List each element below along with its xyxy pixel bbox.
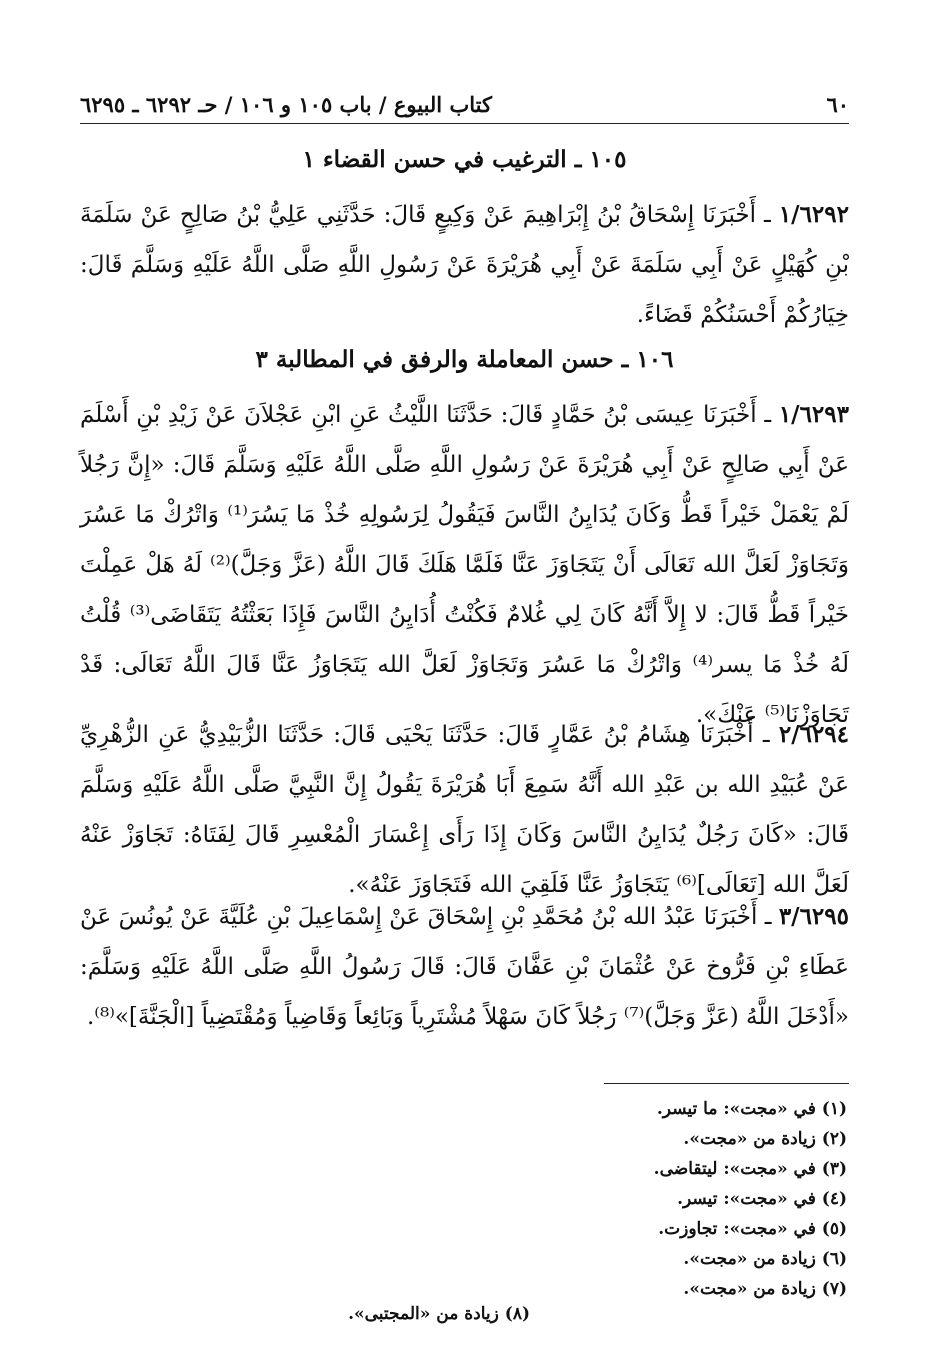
- chapter-heading-105: ١٠٥ ـ الترغيب في حسن القضاء ١: [302, 146, 627, 173]
- hadith-text: ـ أَخْبَرَنَا هِشَامُ بْنُ عَمَّارٍ قَالَ: حَدَّثَنَا يَحْيَى قَالَ: حَدَّثَنَا الزُّبَيْدِيُّ عَنِ الزُّهْرِيِّ عَنْ عُبَيْدِ الله بن عَبْدِ الله أَنَّهُ سَمِعَ أَبَا هُرَيْرَةَ يَقُولُ إِنَّ النَّبِيَّ صَلَّى اللَّهُ عَلَيْهِ وَسَلَّمَ قَالَ: «كَانَ رَجُلٌ يُدَايِنُ النَّاسَ وَكَانَ إِذَا رَأَى إِعْسَارَ الْمُعْسِرِ قَالَ لِفَتَاهُ: تَجَاوَزْ عَنْهُ لَعَلَّ الله [تَعَالَى]⁽⁶⁾ يَتَجَاوَزُ عَنَّا فَلَقِيَ الله فَتَجَاوَزَ عَنْهُ».: [80, 722, 849, 898]
- footnote-1: (١) في «مجت»: ما تيسر.: [656, 1099, 847, 1119]
- footnote-8: (٨) زيادة من «المجتبى».: [348, 1304, 530, 1324]
- footnote-7: (٧) زيادة من «مجت».: [683, 1279, 847, 1299]
- hadith-number: ٣/٦٢٩٥: [778, 903, 849, 930]
- hadith-number: ١/٦٢٩٣: [778, 401, 849, 428]
- footnote-6: (٦) زيادة من «مجت».: [683, 1249, 847, 1269]
- footnote-separator: [604, 1083, 849, 1084]
- footnote-3: (٣) في «مجت»: ليتقاضى.: [653, 1159, 847, 1179]
- hadith-6295: [80, 892, 849, 1042]
- footnote-4: (٤) في «مجت»: تيسر.: [677, 1189, 847, 1209]
- hadith-text: ـ أَخْبَرَنَا إِسْحَاقُ بْنُ إِبْرَاهِيمَ عَنْ وَكِيعٍ قَالَ: حَدَّثَنِي عَلِيُّ بْنُ صَالِحٍ عَنْ سَلَمَةَ بْنِ كُهَيْلٍ عَنْ أَبِي سَلَمَةَ عَنْ أَبِي هُرَيْرَةَ عَنْ رَسُولِ اللَّهِ صَلَّى اللَّهُ عَلَيْهِ وَسَلَّمَ قَالَ: خِيَارُكُمْ أَحْسَنُكُمْ قَضَاءً.: [80, 202, 849, 328]
- footnote-2: (٢) زيادة من «مجت».: [683, 1129, 847, 1149]
- hadith-text: ـ أَخْبَرَنَا عِيسَى بْنُ حَمَّادٍ قَالَ: حَدَّثَنَا اللَّيْثُ عَنِ ابْنِ عَجْلاَنَ عَنْ زَيْدِ بْنِ أَسْلَمَ عَنْ أَبِي صَالِحٍ عَنْ أَبِي هُرَيْرَةَ عَنْ رَسُولِ اللَّهِ صَلَّى اللَّهُ عَلَيْهِ وَسَلَّمَ قَالَ: «إِنَّ رَجُلاً لَمْ يَعْمَلْ خَيْراً قَطُّ وَكَانَ يُدَايِنُ النَّاسَ فَيَقُولُ لِرَسُولِهِ خُذْ مَا يَسُرَ⁽¹⁾ وَاتْرُكْ مَا عَسُرَ وَتَجَاوَزْ لَعَلَّ الله تَعَالَى أَنْ يَتَجَاوَزَ عَنَّا فَلَمَّا هَلَكَ قَالَ اللَّهُ (عَزَّ وَجَلَّ)⁽²⁾ لَهُ هَلْ عَمِلْتَ خَيْراً قَطُّ قَالَ: لا إِلاَّ أَنَّهُ كَانَ لِي غُلامٌ فَكُنْتُ أُدَايِنُ النَّاسَ فَإِذَا بَعَثْتُهُ يَتَقَاضَى⁽³⁾ قُلْتُ لَهُ خُذْ مَا يسر⁽⁴⁾ وَاتْرُكْ مَا عَسُرَ وَتَجَاوَزْ لَعَلَّ الله يَتَجَاوَزُ عَنَّا قَالَ اللَّهُ تَعَالَى: قَدْ تَجَاوَزْنَا⁽⁵⁾ عَنْكَ».: [80, 402, 850, 728]
- running-header: [80, 92, 849, 124]
- page-number: ٦٠: [826, 92, 849, 117]
- hadith-text: ـ أَخْبَرَنَا عَبْدُ الله بْنُ مُحَمَّدِ بْنِ إِسْحَاقَ عَنْ إِسْمَاعِيلَ بْنِ عُلَيَّةَ عَنْ يُونُسَ عَنْ عَطَاءِ بْنِ فَرُّوخ عَنْ عُثْمَانَ بْنِ عَفَّانَ قَالَ: قَالَ رَسُولُ اللَّهِ صَلَّى اللَّهُ عَلَيْهِ وَسَلَّمَ: «أَدْخَلَ اللَّهُ (عَزَّ وَجَلَّ)⁽⁷⁾ رَجُلاً كَانَ سَهْلاً مُشْتَرِياً وَبَائِعاً وَقَاضِياً وَمُقْتَضِياً [الْجَنَّةَ]»⁽⁸⁾.: [80, 904, 849, 1030]
- chapter-heading-106: ١٠٦ ـ حسن المعاملة والرفق في المطالبة ٣: [255, 346, 674, 373]
- hadith-number: ١/٦٢٩٢: [778, 201, 849, 228]
- footnote-5: (٥) في «مجت»: تجاوزت.: [658, 1219, 847, 1239]
- footnotes-list: [427, 1094, 847, 1304]
- hadith-6294: [80, 710, 849, 910]
- hadith-6293: [80, 390, 849, 740]
- hadith-6292: [80, 190, 849, 340]
- running-title: كتاب البيوع / باب ١٠٥ و ١٠٦ / حـ ٦٢٩٢ ـ ٦٢٩٥: [80, 92, 492, 117]
- hadith-number: ٢/٦٢٩٤: [778, 721, 850, 748]
